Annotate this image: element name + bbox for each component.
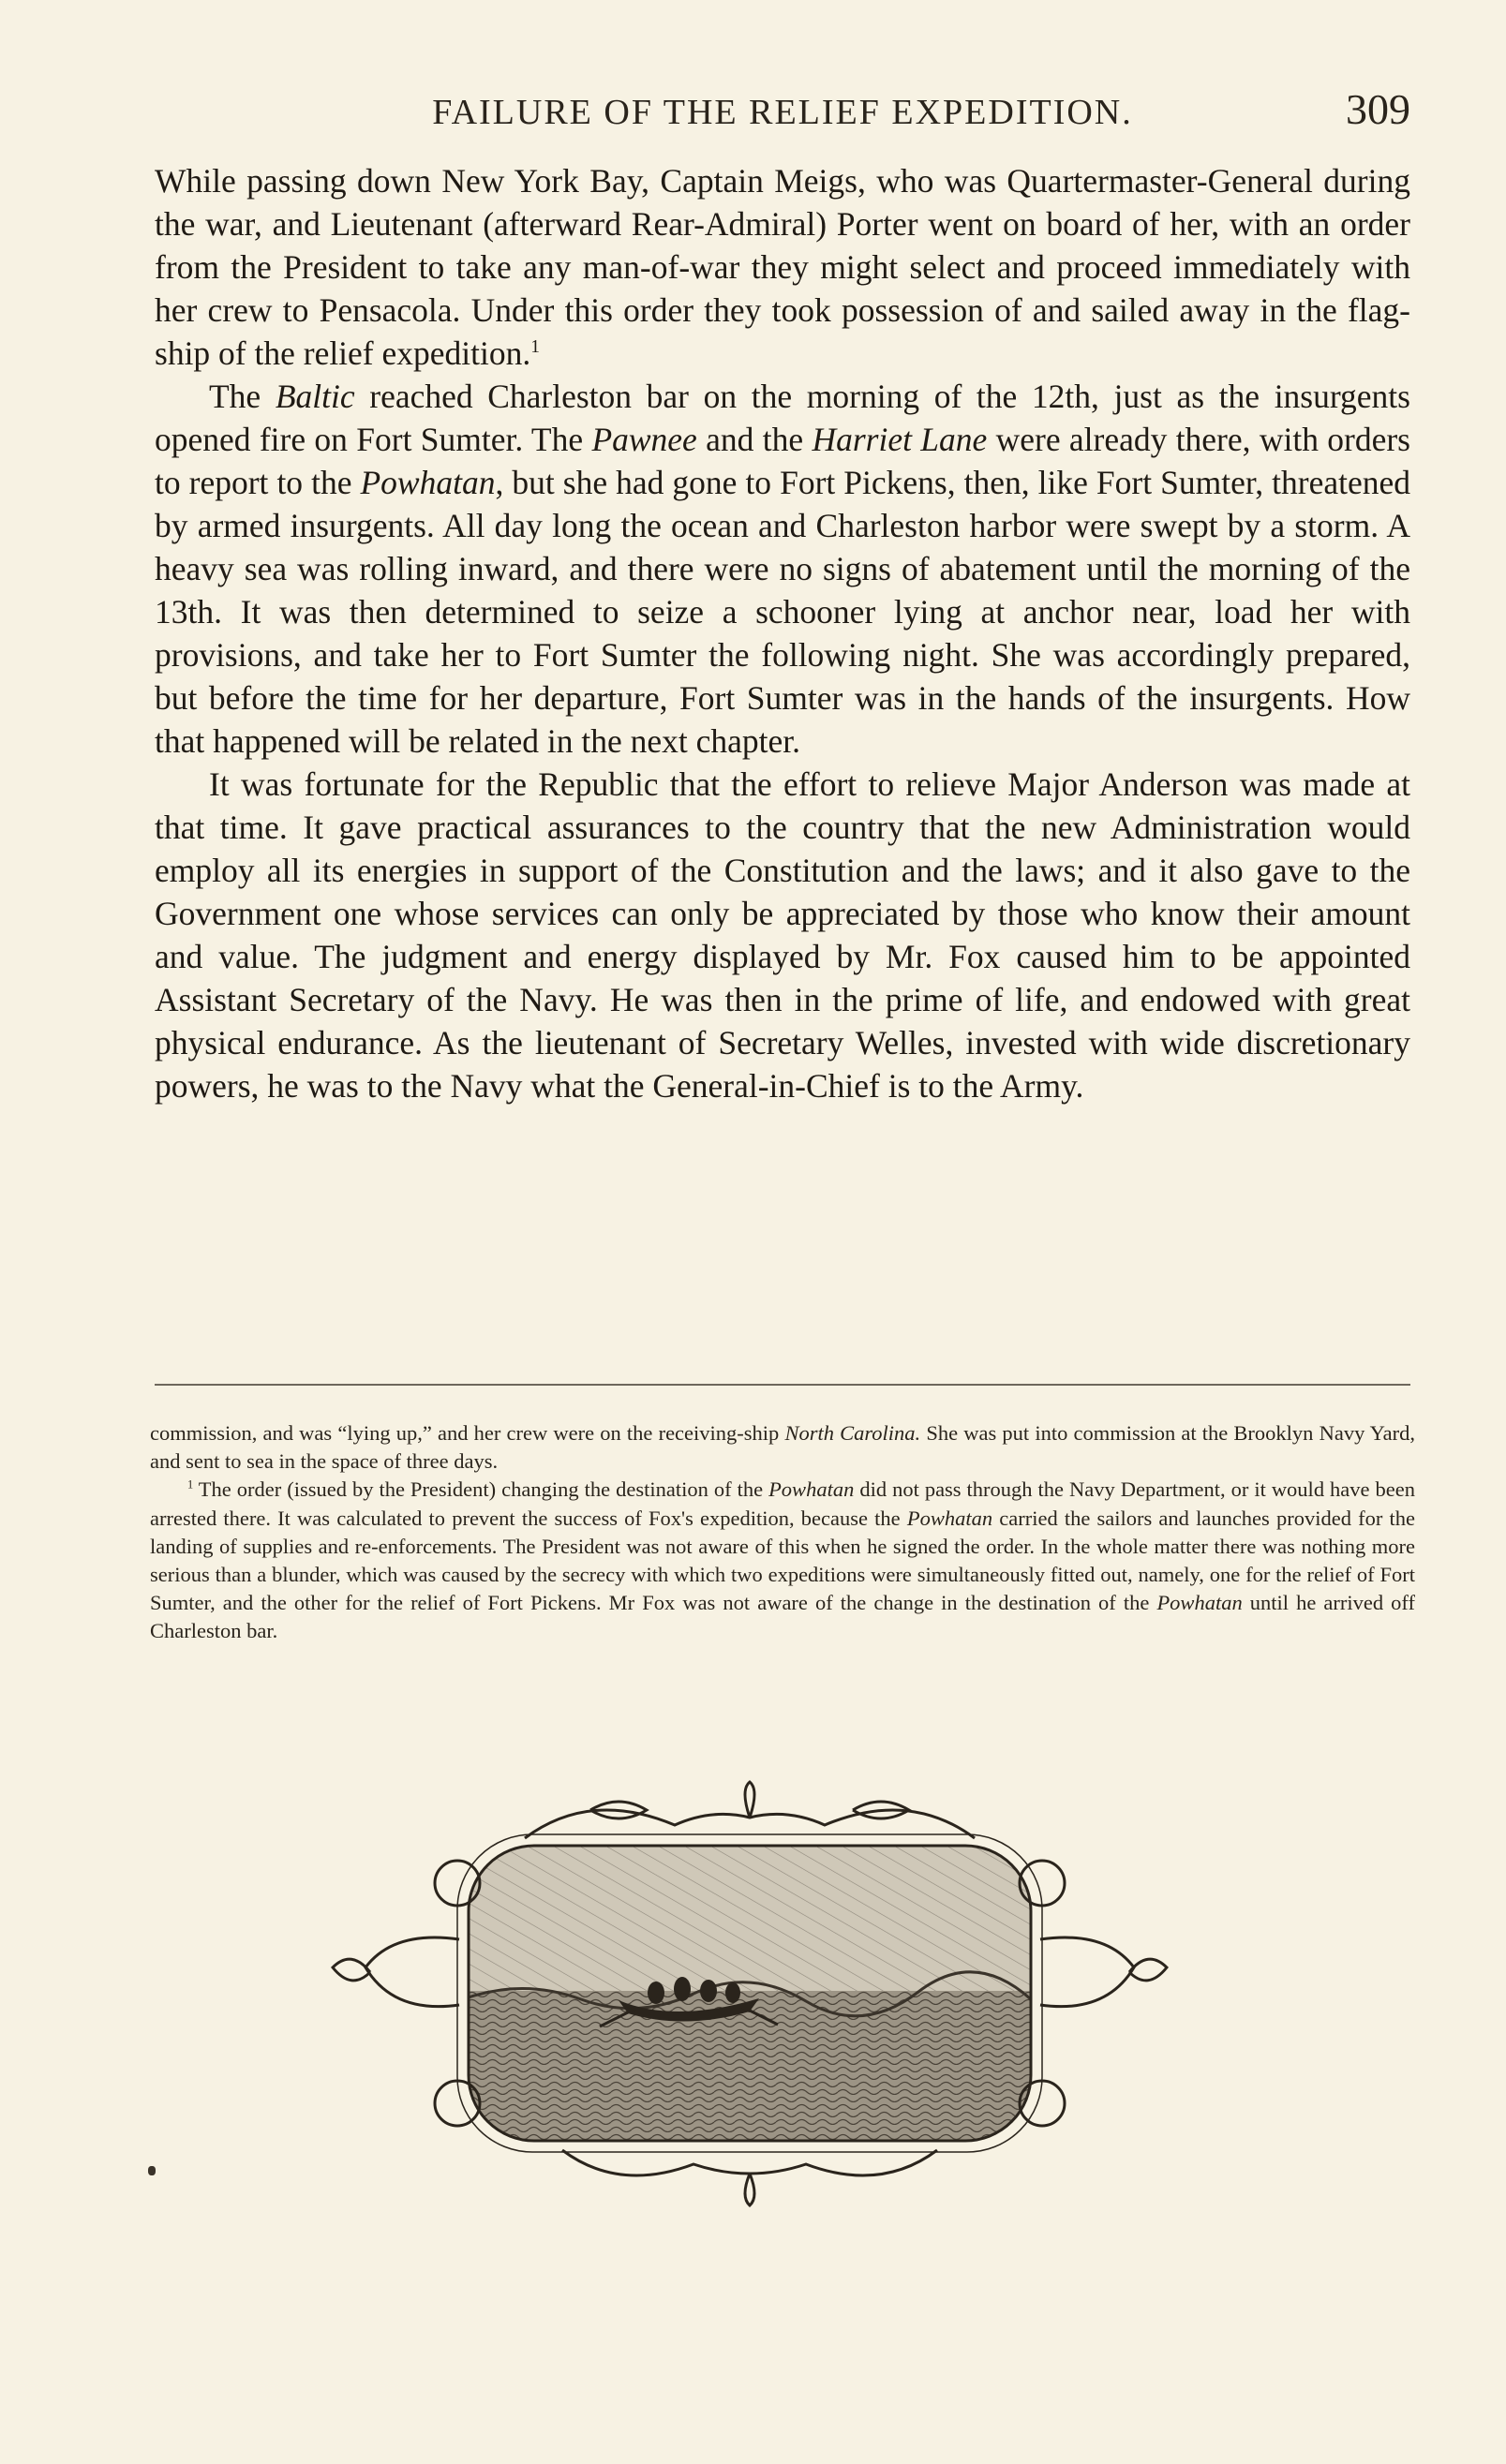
footnote-rule <box>155 1384 1410 1386</box>
paragraph-3: It was fortunate for the Republic that the effort to relieve Major Anderson was made at that time. It gave practical assurances to the country that the new Administration would employ all its energies in support of the Constitution and the laws; and it also gave to the Government one whose services can only be appreciated by those who know their amount and value. The judgment and energy displayed by Mr. Fox caused him to be appointed Assistant Secretary of the Navy. He was then in the prime of life, and endowed with great physical endurance. As the lieutenant of Secretary Welles, invested with wide discretionary powers, he was to the Navy what the General-in-Chief is to the Army. <box>155 765 1410 1105</box>
footnote-cont-text-b: She was put into commission at the Brooklyn Navy Yard, and sent to sea in the space of three days. <box>150 1421 1415 1474</box>
footnote-ship-north-carolina: North Carolina. <box>784 1421 921 1445</box>
ship-name-baltic: Baltic <box>275 378 355 415</box>
running-head <box>155 84 1410 141</box>
footnote-1 <box>150 1476 1415 1645</box>
paragraph-1-text: While passing down New York Bay, Captain Meigs, who was Quartermaster-General during the war, and Lieutenant (afterward Rear-Admiral) Porter went on board of her, with an order from the President to take any man-of-war they might select and proceed immediately with her crew to Pensacola. Under this order they took possession of and sailed away in the flag-ship of the relief expedition. <box>155 162 1410 372</box>
footnote-ref-1: 1 <box>530 337 540 358</box>
paragraph-2-text-d: were already there, with orders to report to the <box>155 421 1410 501</box>
footnote-1-text-b: did not pass through the Navy Department, or it would have been arrested there. It was calculated to prevent the success of Fox's expedition, because the <box>150 1477 1415 1530</box>
footnotes <box>150 1419 1415 1646</box>
footnote-ship-powhatan-3: Powhatan <box>1156 1591 1243 1615</box>
page-number: 309 <box>1346 85 1410 133</box>
paragraph-2-text-e: , but she had gone to Fort Pickens, then, like Fort Sumter, threatened by armed insurgents. All day long the ocean and Charleston harbor were swept by a storm. A heavy sea was rolling inward, and there were no signs of abatement until the morning of the 13th. It was then determined to seize a schooner lying at anchor near, load her with provisions, and take her to Fort Sumter the following night. She was accordingly prepared, but before the time for her departure, Fort Sumter was in the hands of the insurgents. How that happened will be related in the next chapter. <box>155 464 1410 760</box>
paragraph-2 <box>155 375 1410 763</box>
ship-name-powhatan: Powhatan <box>360 464 496 501</box>
footnote-1-text-a: The order (issued by the President) changing the destination of the <box>193 1477 769 1502</box>
footnote-1-text-c: carried the sailors and launches provided for the landing of supplies and re-enforcements. The President was not aware of this when he signed the order. In the whole matter there was nothing more serious than a blunder, which was caused by the secrecy with which two expeditions were simultaneously fitted out, namely, one for the relief of Fort Sumter, and the other for the relief of Fort Pickens. Mr Fox was not aware of the change in the destination of the <box>150 1506 1415 1615</box>
main-text <box>155 159 1410 1107</box>
tailpiece-vignette <box>281 1780 1218 2211</box>
paragraph-1 <box>155 159 1410 375</box>
footnote-cont-text-a: commission, and was “lying up,” and her crew were on the receiving-ship <box>150 1421 785 1445</box>
stray-ink-mark <box>148 2166 156 2175</box>
footnote-1-text-d: until he arrived off Charleston bar. <box>150 1591 1416 1643</box>
paragraph-2-text-a: The <box>209 378 276 415</box>
paragraph-2-text-c: and the <box>696 421 813 458</box>
footnote-continuation <box>150 1419 1415 1476</box>
ship-name-harriet-lane: Harriet Lane <box>812 421 988 458</box>
running-title: FAILURE OF THE RELIEF EXPEDITION. <box>432 93 1133 132</box>
paragraph-2-text-b: reached Charleston bar on the morning of the 12th, just as the insurgents opened fire on Fort Sumter. The <box>155 378 1410 458</box>
ship-name-pawnee: Pawnee <box>591 421 697 458</box>
footnote-ship-powhatan-2: Powhatan <box>906 1506 993 1530</box>
footnote-ship-powhatan-1: Powhatan <box>768 1477 855 1502</box>
stormy-sea-scene <box>469 1846 1031 2141</box>
footnote-1-mark: 1 <box>187 1477 194 1492</box>
